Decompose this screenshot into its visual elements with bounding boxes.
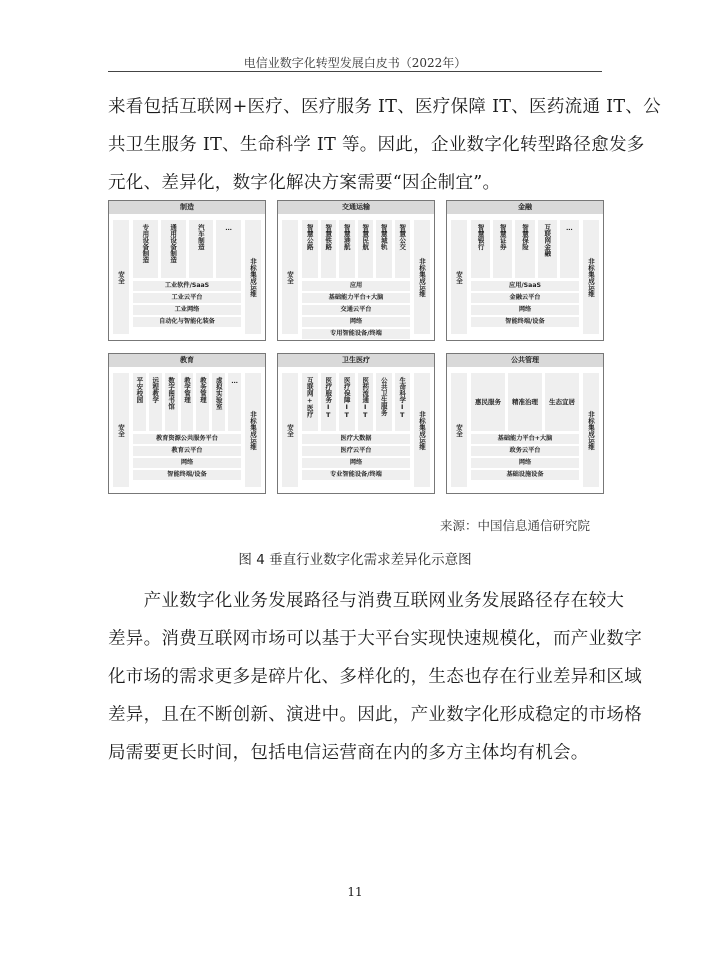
paragraph-1 <box>108 88 661 202</box>
industry-panel <box>108 200 266 341</box>
paragraph-line: 产业数字化业务发展路径与消费互联网业务发展路径存在较大 <box>108 591 625 611</box>
scenario-columns <box>471 220 579 278</box>
page-header: 电信业数字化转型发展白皮书（2022年） <box>243 56 467 70</box>
platform-layer: 基础设施设备 <box>471 470 579 480</box>
figure-source: 来源：中国信息通信研究院 <box>440 518 591 533</box>
platform-layer: 网络 <box>133 458 241 468</box>
platform-layer: 网络 <box>471 458 579 468</box>
platform-layer: 基础能力平台+大脑 <box>471 434 579 444</box>
scenario-column: 汽车制造 <box>189 220 214 278</box>
scenario-columns <box>133 220 241 278</box>
scenario-column: 生态宜居 <box>545 373 579 431</box>
scenario-column: 智慧铁路 <box>321 220 337 278</box>
header-divider <box>108 71 602 72</box>
scenario-column: 教学管理 <box>181 373 194 431</box>
paragraph-line: 共卫生服务 IT、生命科学 IT 等。因此，企业数字化转型路径愈发多 <box>108 135 645 155</box>
paragraph-line: 局需要更长时间，包括电信运营商在内的多方主体均有机会。 <box>108 743 589 763</box>
platform-layer: 金融云平台 <box>471 293 579 303</box>
scenario-column: … <box>228 373 241 431</box>
platform-layer: 交通云平台 <box>302 305 410 315</box>
paragraph-line: 差异。消费互联网市场可以基于大平台实现快速规模化，而产业数字 <box>108 629 642 649</box>
scenario-column: 生命科学IT <box>395 373 411 431</box>
panel-title: 卫生医疗 <box>278 354 434 367</box>
scenario-column: 公共卫生服务 <box>376 373 392 431</box>
scenario-column: 通用设备制造 <box>161 220 186 278</box>
industry-panel <box>277 353 435 494</box>
scenario-columns <box>302 220 410 278</box>
scenario-column: 医疗服务IT <box>321 373 337 431</box>
platform-layer: 基础能力平台+大脑 <box>302 293 410 303</box>
scenario-column: 专用设备制造 <box>133 220 158 278</box>
scenario-column: 智慧公路 <box>302 220 318 278</box>
platform-layers <box>471 434 579 480</box>
platform-layers <box>302 281 410 339</box>
paragraph-line: 元化、差异化，数字化解决方案需要“因企制宜”。 <box>108 173 501 193</box>
integration-ops-bar: 非标集成运维 <box>414 373 430 487</box>
scenario-columns <box>302 373 410 431</box>
scenario-column: 智慧保险 <box>515 220 534 278</box>
scenario-column: 平安校园 <box>133 373 146 431</box>
scenario-column: 数字图书馆 <box>165 373 178 431</box>
security-bar: 安全 <box>282 373 298 487</box>
security-bar: 安全 <box>113 220 129 334</box>
panel-title: 金融 <box>447 201 603 214</box>
platform-layers <box>133 281 241 327</box>
industry-diagram <box>108 200 602 496</box>
scenario-column: … <box>560 220 579 278</box>
scenario-column: 智慧城轨 <box>376 220 392 278</box>
platform-layer: 工业软件/SaaS <box>133 281 241 291</box>
page-number: 11 <box>347 885 363 899</box>
scenario-column: 智慧银行 <box>471 220 490 278</box>
paragraph-line: 化市场的需求更多是碎片化、多样化的，生态也存在行业差异和区域 <box>108 667 642 687</box>
panel-title: 制造 <box>109 201 265 214</box>
platform-layer: 教育资源公共服务平台 <box>133 434 241 444</box>
platform-layer: 医疗大数据 <box>302 434 410 444</box>
industry-panel <box>108 353 266 494</box>
platform-layer: 智能终端/设备 <box>133 470 241 480</box>
platform-layer: 医疗云平台 <box>302 446 410 456</box>
scenario-columns <box>133 373 241 431</box>
security-bar: 安全 <box>113 373 129 487</box>
platform-layer: 自动化与智能化装备 <box>133 317 241 327</box>
panel-title: 交通运输 <box>278 201 434 214</box>
scenario-column: 医药流通IT <box>358 373 374 431</box>
paragraph-2 <box>108 582 642 772</box>
paragraph-line: 差异，且在不断创新、演进中。因此，产业数字化形成稳定的市场格 <box>108 705 642 725</box>
integration-ops-bar: 非标集成运维 <box>414 220 430 334</box>
industry-panel <box>446 353 604 494</box>
scenario-column: 智慧港航 <box>339 220 355 278</box>
scenario-column: … <box>216 220 241 278</box>
integration-ops-bar: 非标集成运维 <box>583 373 599 487</box>
scenario-columns <box>471 373 579 431</box>
platform-layer: 政务云平台 <box>471 446 579 456</box>
scenario-column: 教务管理 <box>196 373 209 431</box>
platform-layer: 工业云平台 <box>133 293 241 303</box>
platform-layers <box>471 281 579 327</box>
integration-ops-bar: 非标集成运维 <box>245 220 261 334</box>
scenario-column: 智慧民航 <box>358 220 374 278</box>
figure-caption: 图 4 垂直行业数字化需求差异化示意图 <box>238 552 472 568</box>
panel-title: 教育 <box>109 354 265 367</box>
industry-panel <box>277 200 435 341</box>
platform-layer: 专用智能设备/终端 <box>302 329 410 339</box>
scenario-column: 智慧公交 <box>395 220 411 278</box>
platform-layer: 网络 <box>471 305 579 315</box>
scenario-column: 互联网+医疗 <box>302 373 318 431</box>
platform-layer: 智能终端/设备 <box>471 317 579 327</box>
platform-layer: 应用/SaaS <box>471 281 579 291</box>
panel-title: 公共管理 <box>447 354 603 367</box>
scenario-column: 惠民服务 <box>471 373 505 431</box>
platform-layer: 网络 <box>302 317 410 327</box>
platform-layers <box>302 434 410 480</box>
scenario-column: 医疗保障IT <box>339 373 355 431</box>
platform-layer: 工业网络 <box>133 305 241 315</box>
scenario-column: 互联网金融 <box>538 220 557 278</box>
security-bar: 安全 <box>282 220 298 334</box>
integration-ops-bar: 非标集成运维 <box>245 373 261 487</box>
security-bar: 安全 <box>451 373 467 487</box>
platform-layer: 专业智能设备/终端 <box>302 470 410 480</box>
integration-ops-bar: 非标集成运维 <box>583 220 599 334</box>
paragraph-line: 来看包括互联网+医疗、医疗服务 IT、医疗保障 IT、医药流通 IT、公 <box>108 97 661 117</box>
platform-layers <box>133 434 241 480</box>
platform-layer: 网络 <box>302 458 410 468</box>
scenario-column: 精准治理 <box>508 373 542 431</box>
platform-layer: 教育云平台 <box>133 446 241 456</box>
scenario-column: 远程教学 <box>149 373 162 431</box>
scenario-column: 智慧证券 <box>493 220 512 278</box>
platform-layer: 应用 <box>302 281 410 291</box>
scenario-column: 虚拟实验室 <box>212 373 225 431</box>
security-bar: 安全 <box>451 220 467 334</box>
industry-panel <box>446 200 604 341</box>
